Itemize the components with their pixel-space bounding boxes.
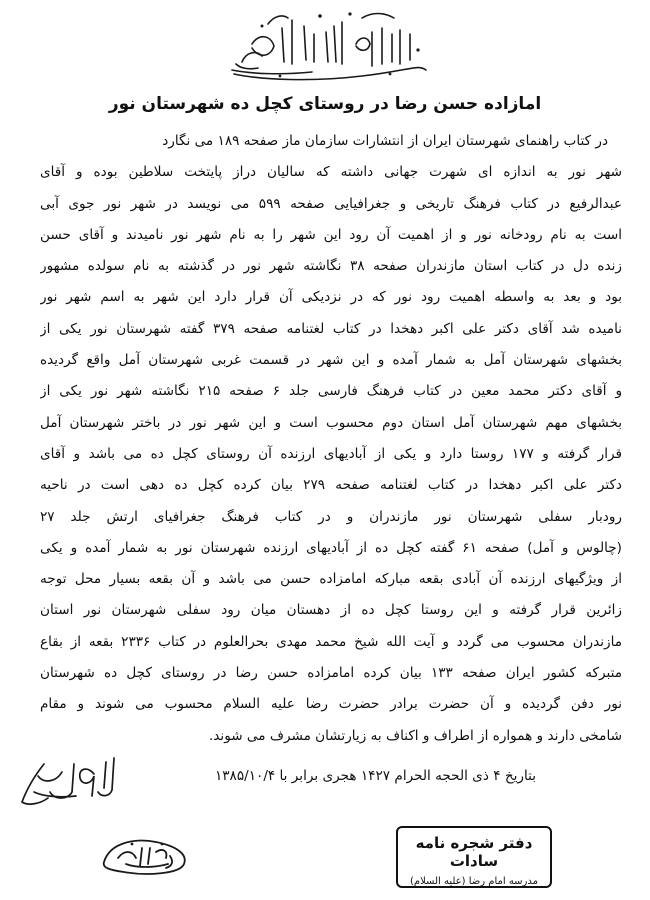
body-line: نور دفن گردیده و آن حضرت برادر حضرت رضا علیه السلام محسوب می شوند و مقام [40, 696, 622, 713]
date-line: بتاریخ ۴ ذی الحجه الحرام ۱۴۲۷ هجری برابر با ۱۳۸۵/۱۰/۴ [214, 768, 536, 784]
body-line: در کتاب راهنمای شهرستان ایران از انتشارات سازمان ماز صفحه ۱۸۹ می نگارد [162, 133, 608, 149]
office-stamp-box [396, 826, 552, 888]
body-line: زائرین قرار گرفته و این روستا کچل ده از دهستان میان رود سفلی شهرستان نور استان [40, 602, 622, 619]
body-line: دکتر علی اکبر دهخدا در کتاب لغتنامه صفحه ۲۷۹ بیان کرده کچل ده دهی است در ناحیه [40, 477, 622, 494]
body-line: قرار گرفته و ۱۷۷ روستا دارد و یکی از آبادیهای ارزنده آن روستای کچل ده می باشد و آقای [40, 445, 622, 462]
body-line: متبرکه کشور ایران صفحه ۱۳۳ بیان کرده امامزاده حسن رضا در روستای کچل ده شهرستان [40, 665, 622, 682]
page-title: امازاده حسن رضا در روستای کچل ده شهرستان نور [108, 94, 542, 114]
body-line: مازندران محسوب می گردد و آیت الله شیخ محمد مهدی بحرالعلوم در کتاب ۲۳۳۶ بقعه از بقاع [40, 633, 622, 650]
body-line: (چالوس و آمل) صفحه ۶۱ گفته کچل ده از آبادیهای ارزنده شهرستان نور به شمار آمده و یکی [40, 539, 622, 556]
body-line: از ویژگیهای ارزنده آن آبادی بقعه مبارکه امامزاده حسن می باشد و آن بقعه بسیار محل توجه [40, 571, 622, 588]
body-text [40, 126, 622, 752]
office-stamp-title: دفتر شجره نامه سادات [415, 834, 533, 870]
body-line: شهر نور به اندازه ای شهرت جهانی داشته که سالیان دراز پایتخت سلاطین بوده و آقای [40, 164, 622, 181]
basmala-calligraphy [222, 4, 432, 90]
body-line: و آقای دکتر محمد معین در کتاب فرهنگ فارسی جلد ۶ صفحه ۲۱۵ نگاشته شهر نور یکی از [40, 383, 622, 400]
signature-seal-svg [96, 834, 192, 878]
body-line: بخشهای شهرستان آمل به شمار آمده و این شهر در قسمت غربی شهرستان آمل واقع گردیده [40, 352, 622, 369]
body-line: رودبار سفلی شهرستان نور مازندران و در کتاب فرهنگ جغرافیای ارتش جلد ۲۷ [40, 508, 622, 525]
body-line: بود و بعد به واسطه اهمیت رود نور که در نزدیکی آن قرار دارد این شهر به اسم شهر نور [40, 289, 622, 306]
body-line: بخشهای مهم شهرستان آمل استان دوم محسوب است و این شهر نور در باختر شهرستان آمل [40, 414, 622, 431]
body-line: شامخی دارند و همواره از اطراف و اکناف به زیارتشان مشرف می شوند. [208, 727, 622, 744]
basmala-calligraphy-svg [222, 4, 432, 90]
office-stamp-subtitle: مدرسه امام رضا (علیه السلام) [410, 876, 538, 887]
handwritten-signature [14, 752, 122, 812]
handwritten-signature-svg [14, 752, 122, 812]
signature-seal [96, 834, 192, 878]
body-line: عبدالرفیع در کتاب فرهنگ تاریخی و جغرافیایی صفحه ۵۹۹ می نویسد در شهر نور جوی آبی [40, 195, 622, 212]
body-line: زنده دل در کتاب استان مازندران صفحه ۳۸ نگاشته شهر نور در گذشته به نام سولده مشهور [40, 258, 622, 275]
body-line: است به نام رودخانه نور و از اهمیت آن رود این شهر را به نام شهر نور نامیدند و آقای حسن [40, 226, 622, 243]
body-line: نامیده شد آقای دکتر علی اکبر دهخدا در کتاب لغتنامه صفحه ۳۷۹ گفته شهرستان نور یکی از [40, 320, 622, 337]
